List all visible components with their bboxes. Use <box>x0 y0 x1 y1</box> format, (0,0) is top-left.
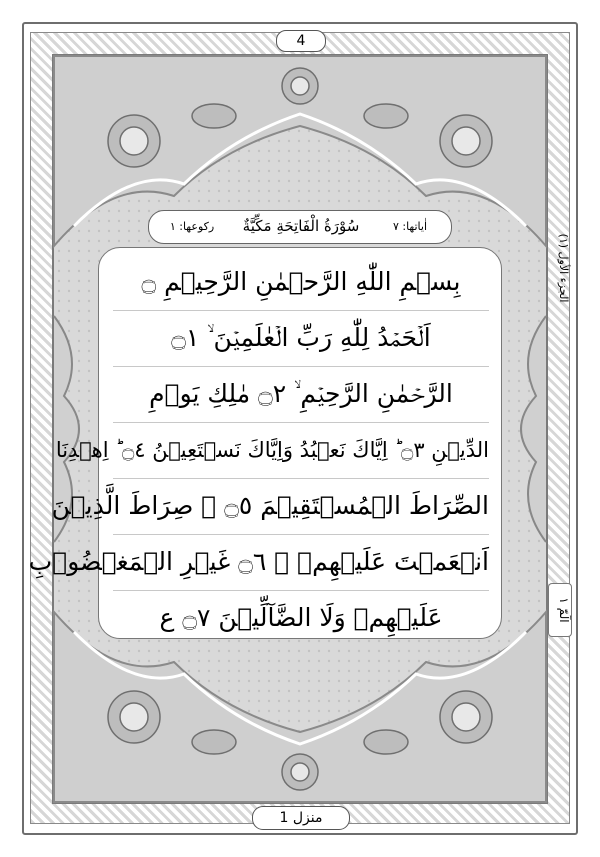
verse-line-4: الدِّيۡنِ ۝٣ ؕ اِيَّاكَ نَعۡبُدُ وَاِيَّاكَ نَسۡتَعِيۡنُ ۝٤ ؕ اِهۡدِنَا <box>113 422 489 479</box>
ayat-count: اٰیاتھا: ٧ <box>392 220 428 233</box>
surah-header <box>148 210 452 244</box>
verse-panel <box>28 247 502 639</box>
verse-line-5: الصِّرَاطَ الۡمُسۡتَقِيۡمَ ۝٥ ۙ صِرَاطَ الَّذِيۡنَ <box>113 478 489 535</box>
juz-tab-label: الٓمّٓ ١ <box>557 597 571 623</box>
juz-label: الجزء الأول (١) <box>557 233 570 303</box>
verse-line-6: اَنۡعَمۡتَ عَلَيۡهِمۡ ۙ ۝٦ غَيۡرِ الۡمَغۡضُوۡبِ <box>113 534 489 591</box>
juz-tab <box>548 583 572 637</box>
surah-title: سُوْرَةُ الْفَاتِحَةِ مَكِّيَّةٌ <box>242 217 360 235</box>
verse-line-3: الرَّحۡمٰنِ الرَّحِيۡمِ ۙ ۝٢ مٰلِكِ يَوۡمِ <box>113 366 489 423</box>
verse-line-2: اَلۡحَمۡدُ لِلّٰهِ رَبِّ الۡعٰلَمِيۡنَ ۙ ۝١ <box>113 310 489 367</box>
page-number: 4 <box>276 30 326 52</box>
verse-line-7: عَلَيۡهِمۡ وَلَا الضَّآلِّيۡنَ ۝٧ ع <box>159 603 443 632</box>
verse-line-1: بِسۡمِ اللّٰهِ الرَّحۡمٰنِ الرَّحِيۡمِ ۝ <box>113 254 489 311</box>
ruku-count: رکوعھا: ١ <box>169 220 215 233</box>
juz-side-label <box>548 218 570 318</box>
manzil-label: منزل 1 <box>252 806 350 830</box>
